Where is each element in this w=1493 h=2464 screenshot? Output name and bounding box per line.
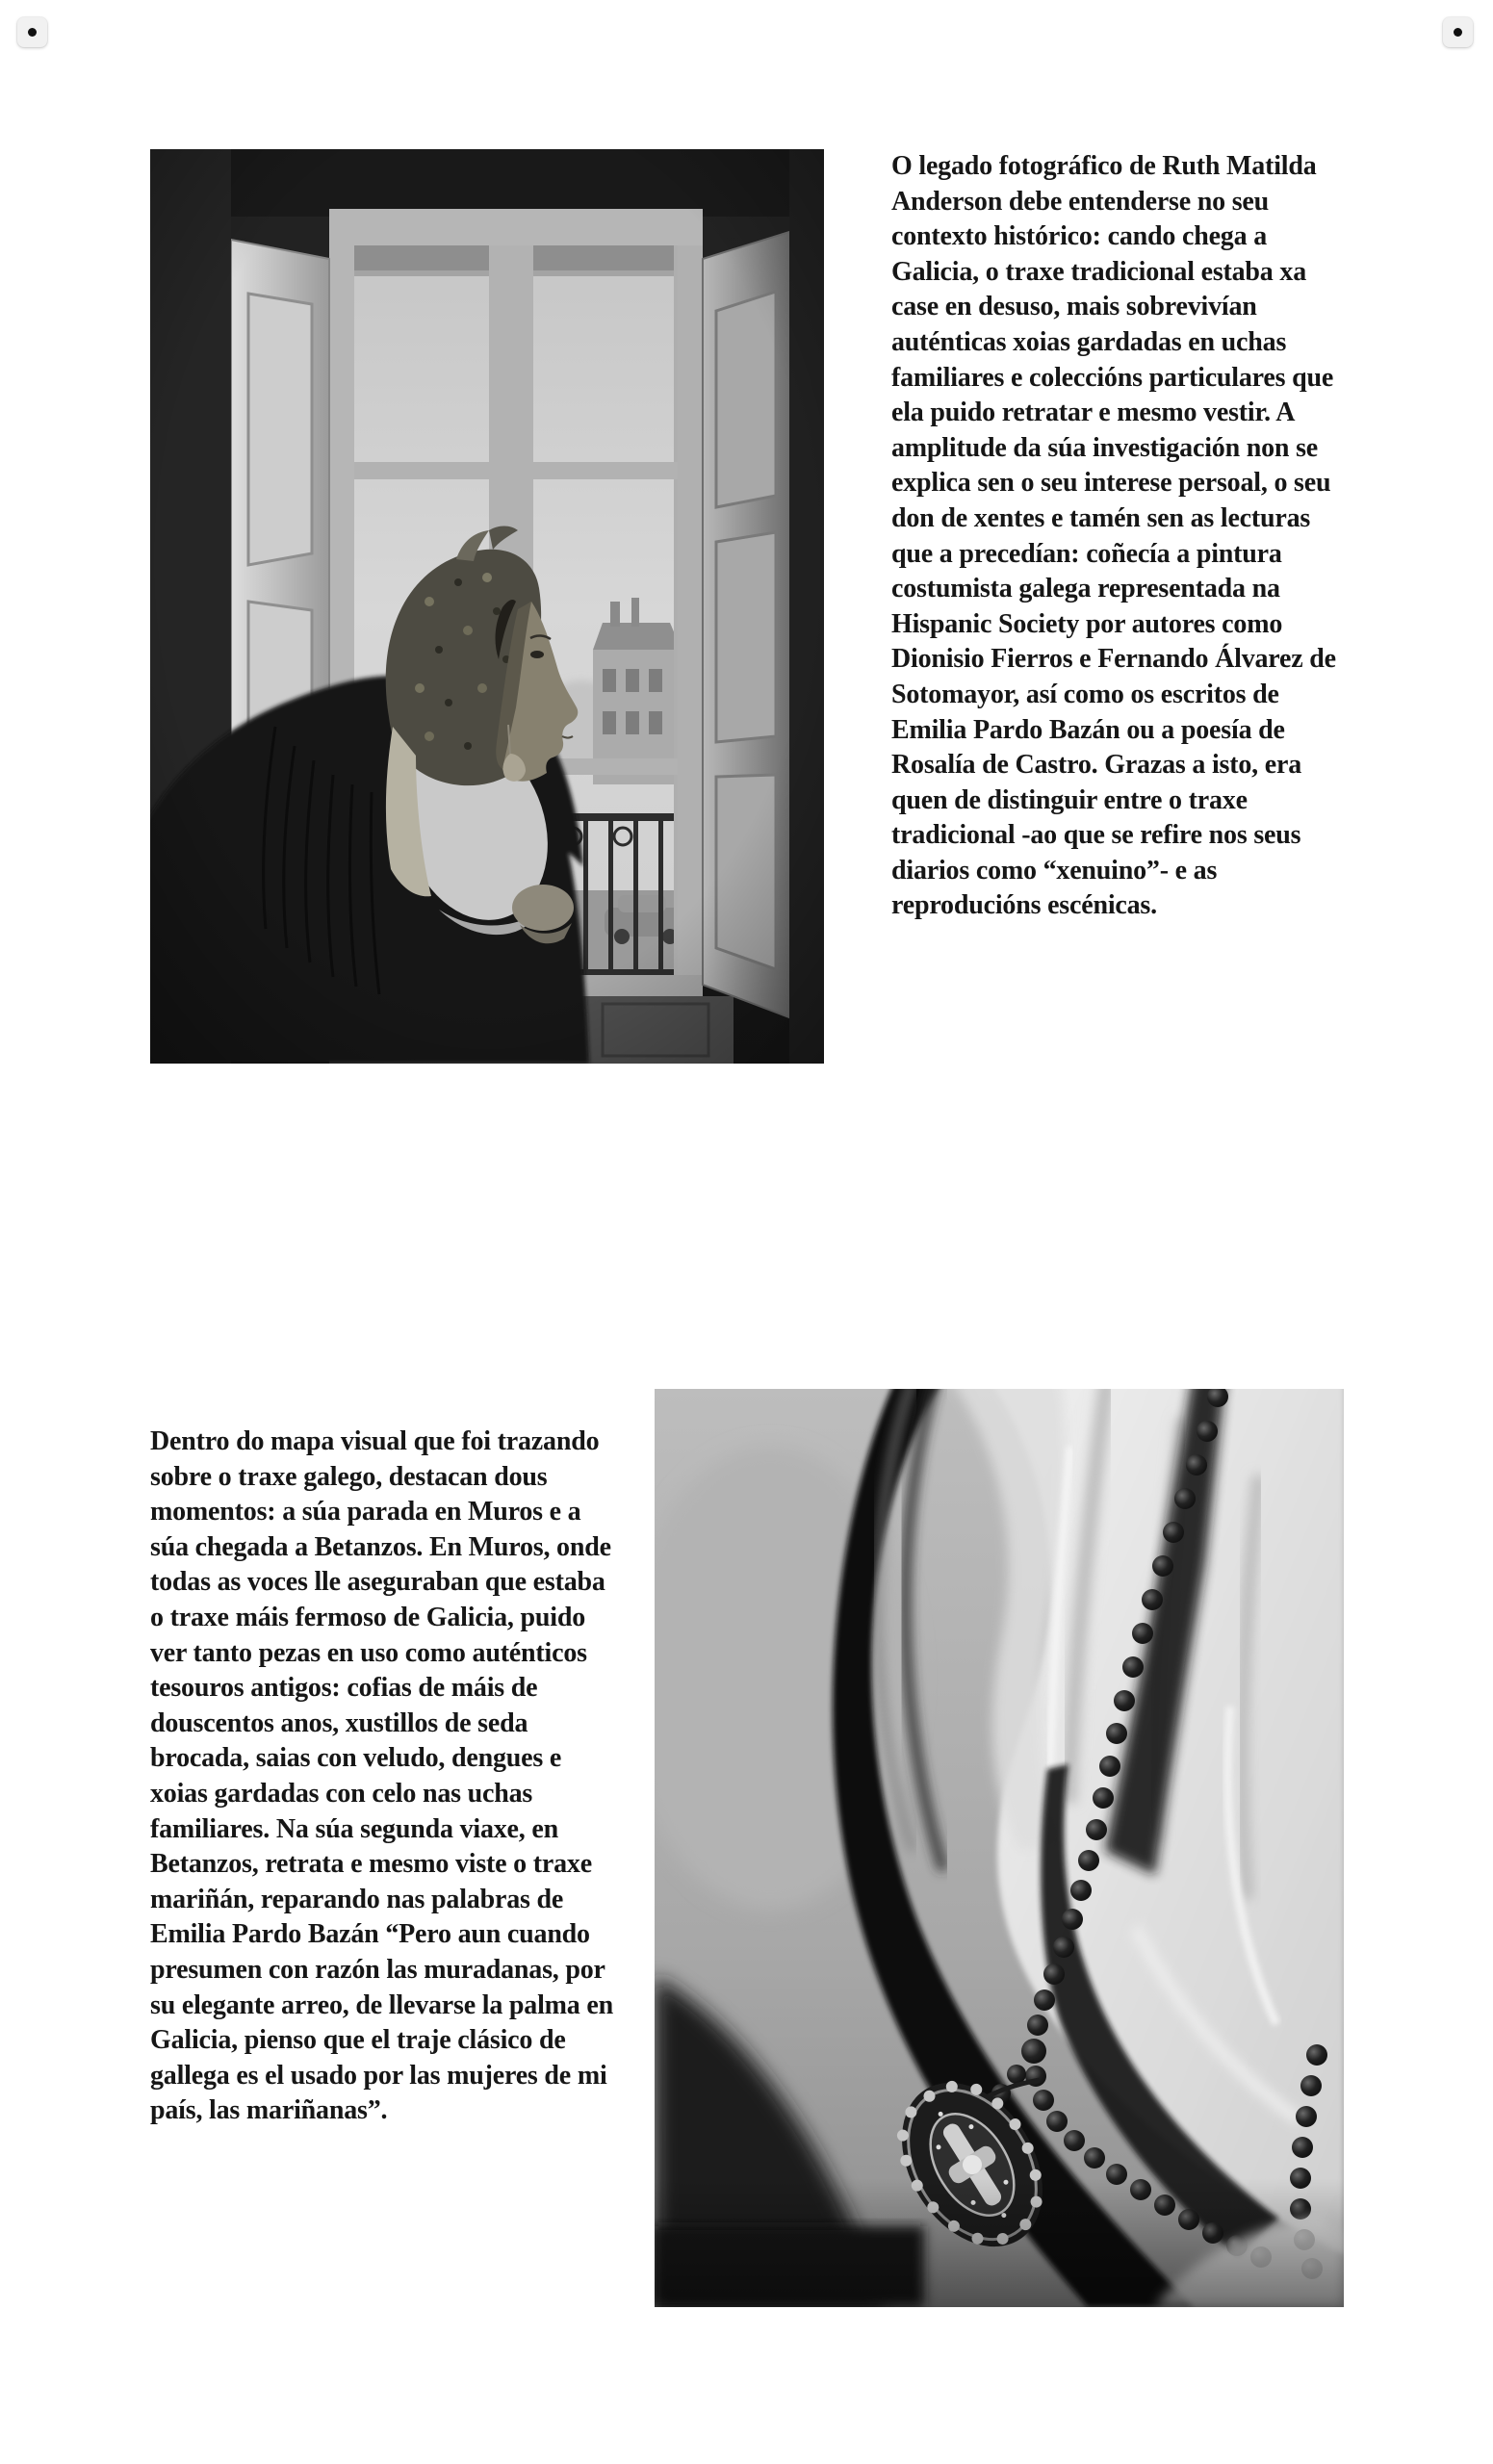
nav-dot-button-left[interactable] (17, 17, 47, 47)
dot-icon (28, 28, 37, 37)
photo-costume-detail-art (655, 1389, 1344, 2307)
nav-dot-button-right[interactable] (1443, 17, 1473, 47)
paragraph: O legado fotográfico de Ruth Matilda Anderson debe entenderse no seu contexto histórico: cando chega a Galicia, o traxe tradicional estaba xa case en desuso, mais sobrevivían auténticas xoias gardadas en uchas familiares e coleccións particulares que ela puido retratar e mesmo vestir. A amplitude da súa investigación non se explica sen o seu interese persoal, o seu don de xentes e tamén sen as lecturas que a precedían: coñecía a pintura costumista galega representada na Hispanic Society por autores como Dionisio Fierros e Fernando Álvarez de Sotomayor, así como os escritos de Emilia Pardo Bazán ou a poesía de Rosalía de Castro. Grazas a isto, era quen de distinguir entre o traxe tradicional -ao que se refire nos seus diarios como “xenuino”- e as reproducións escénicas. (891, 151, 1336, 921)
paragraph: Dentro do mapa visual que foi trazando sobre o traxe galego, destacan dous momentos: a súa parada en Muros e a súa chegada a Betanzos. En Muros, onde todas as voces lle aseguraban que estaba o traxe máis fermoso de Galicia, puido ver tanto pezas en uso como auténticos tesouros antigos: cofias de máis de douscentos anos, xustillos de seda brocada, saias con veludo, dengues e xoias gardadas con celo nas uchas familiares. Na súa segunda viaxe, en Betanzos, retrata e mesmo viste o traxe mariñán, reparando nas palabras de Emilia Pardo Bazán “Pero aun cuando presumen con razón las muradanas, por su elegante arreo, de llevarse la palma en Galicia, pienso que el traje clásico de gallega es el usado por las mujeres de mi país, las mariñanas”. (150, 1426, 613, 2126)
photo-costume-detail (655, 1389, 1344, 2307)
article-section-2 (150, 1389, 1344, 2307)
photo-woman-at-window-art (150, 149, 824, 1064)
article-text-column (891, 149, 1344, 924)
article-section-1 (150, 149, 1344, 1064)
article (150, 149, 1344, 2307)
article-text-column (150, 1424, 614, 2129)
dot-icon (1454, 28, 1462, 37)
photo-woman-at-window (150, 149, 824, 1064)
